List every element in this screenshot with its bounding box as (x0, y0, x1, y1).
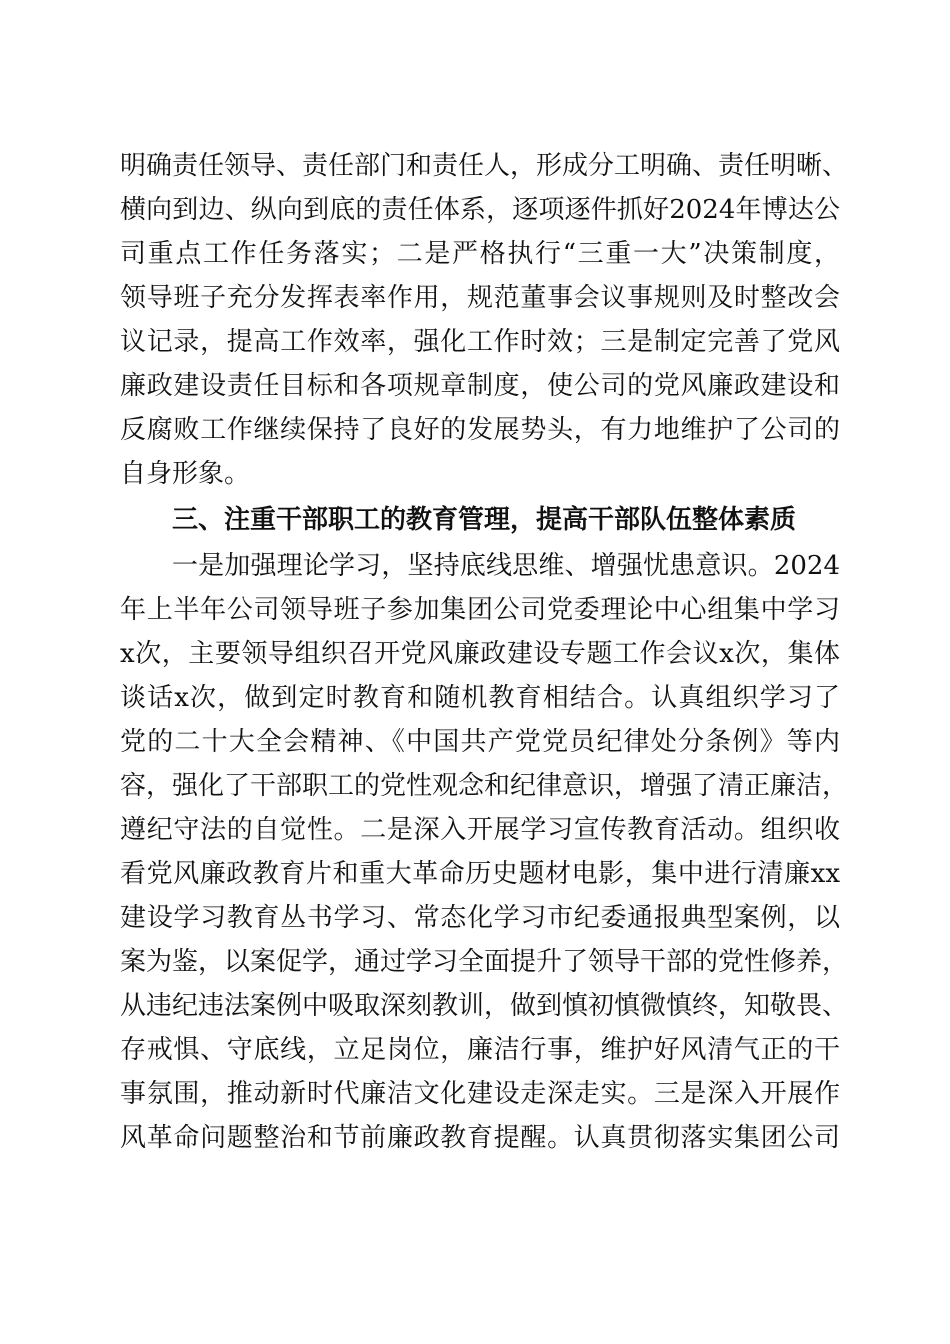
text-line: 一是加强理论学习，坚持底线思维、增强忧患意识。2024 (172, 551, 840, 581)
text-line: 存戒惧、守底线，立足岗位，廉洁行事，维护好风清气正的干 (120, 1035, 840, 1065)
paragraph-education-management (120, 544, 849, 1160)
text-line: 建设学习教育丛书学习、常态化学习市纪委通报典型案例，以 (120, 903, 840, 933)
text-line: 案为鉴，以案促学，通过学习全面提升了领导干部的党性修养， (120, 947, 849, 977)
text-line: 事氛围，推动新时代廉洁文化建设走深走实。三是深入开展作 (120, 1079, 840, 1109)
text-line: 看党风廉政教育片和重大革命历史题材电影，集中进行清廉xx (120, 859, 840, 889)
text-line: 反腐败工作继续保持了良好的发展势头，有力地维护了公司的 (120, 415, 840, 445)
text-line: 从违纪违法案例中吸取深刻教训，做到慎初慎微慎终，知敬畏、 (120, 991, 849, 1021)
text-line: 年上半年公司领导班子参加集团公司党委理论中心组集中学习 (120, 595, 840, 625)
text-line: 自身形象。 (120, 459, 251, 489)
text-line: 遵纪守法的自觉性。二是深入开展学习宣传教育活动。组织收 (120, 815, 840, 845)
text-line: 党的二十大全会精神、《中国共产党党员纪律处分条例》等内 (120, 727, 840, 757)
text-line: 廉政建设责任目标和各项规章制度，使公司的党风廉政建设和 (120, 371, 840, 401)
paragraph-responsibility-system (120, 144, 849, 496)
text-line: 司重点工作任务落实；二是严格执行“三重一大”决策制度， (120, 239, 840, 269)
text-line: 容，强化了干部职工的党性观念和纪律意识，增强了清正廉洁， (120, 771, 849, 801)
text-line: x次，主要领导组织召开党风廉政建设专题工作会议x次，集体 (120, 639, 840, 669)
section-heading: 三、注重干部职工的教育管理，提高干部队伍整体素质 (172, 505, 797, 535)
text-line: 谈话x次，做到定时教育和随机教育相结合。认真组织学习了 (120, 683, 840, 713)
text-line: 议记录，提高工作效率，强化工作时效；三是制定完善了党风 (120, 327, 840, 357)
text-line: 风革命问题整治和节前廉政教育提醒。认真贯彻落实集团公司 (120, 1123, 840, 1153)
text-line: 明确责任领导、责任部门和责任人，形成分工明确、责任明晰、 (120, 151, 849, 181)
text-line: 领导班子充分发挥表率作用，规范董事会议事规则及时整改会 (120, 283, 840, 313)
text-line: 横向到边、纵向到底的责任体系，逐项逐件抓好2024年博达公 (120, 195, 840, 225)
